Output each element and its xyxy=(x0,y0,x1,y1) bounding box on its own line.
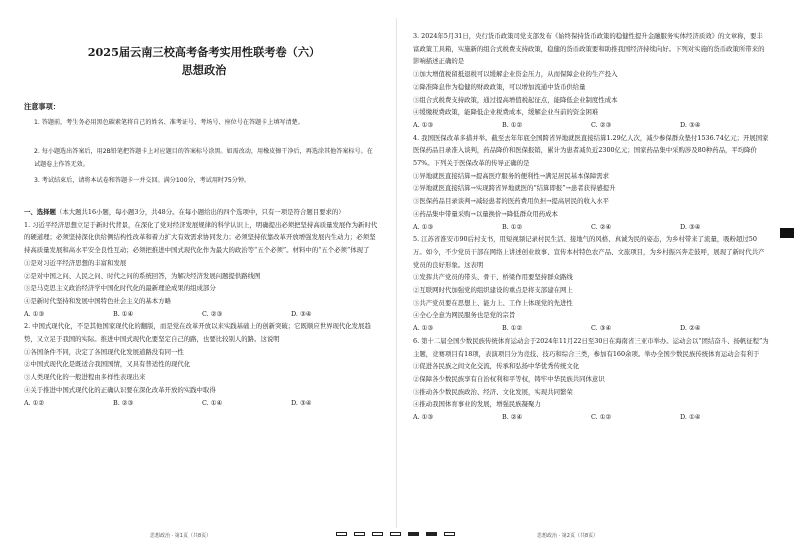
question-item: ③是马克思主义政治经济学中国化时代化的最新理论成果的组成部分 xyxy=(24,284,216,293)
question-2: 2. 中国式现代化，不是其他国家现代化的翻版，而是党在改革开放以来实践基础上的创新突破；它既顺应世界现代化发展趋势，又立足于我国的实际。推进中国式现代化要坚定自己的路，也要比较别人的路。这说明 ①各国条件不同，决定了各国现代化发展道路没有同一性 ②中国式现代化是既适合我国国情，又具有普适性的现代化 ③人类现代化的一般进程由多样性表现出来 ④关于推进中国式现代化的正确认识要在深化改革开放的实践中取得 A. ①② B. ②③ C. ①④ D. ③④ xyxy=(24,320,380,409)
option-b: B. ①② xyxy=(502,120,523,129)
right-page xyxy=(397,0,794,546)
option-c: C. ②③ xyxy=(591,120,612,129)
edge-registration-mark xyxy=(780,228,794,238)
answer-options xyxy=(413,411,769,424)
question-3: 3. 2024年5月31日，央行货币政策司党支部发布《始终保持货币政策的稳健性提升金融服务实体经济质效》的文章称，要丰富政策工具箱，实施新的组合式税费支持政策，稳健的货币政策要和助推我国经济持续向好。下列对实施的货币政策所带来的影响描述正确的是 ①加大增值税留抵退税可以缓解企业资金压力，从而保障企业的生产投入 ②降准降息作为稳健的财政政策，可以增加流通中货币供给量 ③组合式税费支持政策，通过提高增值税起征点，能降低企业制度性成本 ④缓缴税费政策，能降低企业税费成本，缓解企业当前的资金困难 A. ①③ B. ①② C. ②③ D. ③④ xyxy=(413,30,769,132)
answer-options xyxy=(413,119,769,132)
question-item: ④是新时代坚持和发展中国特色社会主义的基本方略 xyxy=(24,296,171,305)
section-heading: 一、选择题（本大题共16小题，每小题3分，共48分。在每小题给出的四个选项中，只有一项是符合题目要求的） xyxy=(24,208,345,216)
marker-bar xyxy=(354,532,365,536)
left-column xyxy=(24,206,380,409)
question-item: ④缓缴税费政策，能降低企业税费成本，缓解企业当前的资金困难 xyxy=(413,108,599,117)
option-a: A. ①③ xyxy=(413,413,434,422)
marker-bar xyxy=(426,532,437,536)
answer-options xyxy=(413,322,769,335)
option-a: A. ①③ xyxy=(413,324,434,333)
answer-options xyxy=(24,397,380,410)
notice-heading: 注意事项： xyxy=(24,102,60,111)
question-item: ④药品集中带量采购→以量换价→降低群众用药成本 xyxy=(413,209,558,218)
option-d: D. ③④ xyxy=(680,120,701,129)
question-item: ①加大增值税留抵退税可以缓解企业资金压力，从而保障企业的生产投入 xyxy=(413,70,618,79)
option-b: B. ②③ xyxy=(113,398,134,407)
option-d: D. ②④ xyxy=(680,324,701,333)
footer-page-left: 思想政治 · 第1页（共8页） xyxy=(150,533,212,539)
right-column xyxy=(413,30,769,424)
option-c: C. ②④ xyxy=(591,222,612,231)
marker-bar xyxy=(408,532,419,536)
option-b: B. ①② xyxy=(502,324,523,333)
question-item: ③人类现代化的一般进程由多样性表现出来 xyxy=(24,373,146,382)
option-a: A. ①③ xyxy=(413,120,434,129)
option-d: D. ③④ xyxy=(291,398,312,407)
footer-page-right: 思想政治 · 第2页（共8页） xyxy=(537,533,599,539)
page-marker-bars xyxy=(336,532,455,536)
option-d: D. ③④ xyxy=(291,309,312,318)
answer-options xyxy=(413,221,769,234)
question-item: ①发挥共产党员的带头、骨干、桥梁作用要坚持群众路线 xyxy=(413,273,573,282)
option-b: B. ①② xyxy=(502,222,523,231)
option-c: C. ①④ xyxy=(202,398,223,407)
option-b: B. ①④ xyxy=(113,309,134,318)
question-item: ②保障各少数民族享有自治权利和平等权，铸牢中华民族共同体意识 xyxy=(413,374,605,383)
option-c: C. ③④ xyxy=(591,324,612,333)
option-d: D. ③④ xyxy=(680,222,701,231)
marker-bar xyxy=(444,532,455,536)
question-item: ①促进各民族之间文化交流，传承和弘扬中华优秀传统文化 xyxy=(413,362,580,371)
question-5: 5. 江苏省淮安市90后村支书，用短视频记录村民生活、接地气的风格、真诚为民的姿态，为乡村带来了流量，吸粉超过50万。如今，不少党员干部在网络上讲述创业故事、宣传本村特色农产品、文旅项目，为乡村振兴奔走鼓呼，展现了新时代共产党员的良好形象。这表明 ①发挥共产党员的带头、骨干、桥梁作用要坚持群众路线 ②互联网时代加强党的组织建设的重点是将支部建在网上 ③共产党员要在思想上、能力上、工作上体现党的先进性 ④全心全意为网民服务也是党的宗旨 A. ①③ B. ①② C. ③④ D. ②④ xyxy=(413,233,769,335)
question-item: ②中国式现代化是既适合我国国情，又具有普适性的现代化 xyxy=(24,360,191,369)
question-item: ③组合式税费支持政策，通过提高增值税起征点，能降低企业制度性成本 xyxy=(413,95,618,104)
notice-item-1: 1. 答题前，考生务必用黑色碳素笔将自己的姓名、准考证号、考场号、座位号在答题卡上填写清楚。 xyxy=(34,119,304,126)
question-item: ③推动各少数民族政治、经济、文化发展，实现共同繁荣 xyxy=(413,387,573,396)
option-c: C. ①② xyxy=(591,413,612,422)
question-item: ①是对习近平经济思想的丰富和发展 xyxy=(24,258,127,267)
question-item: ①各国条件不同，决定了各国现代化发展道路没有同一性 xyxy=(24,347,184,356)
option-a: A. ①② xyxy=(24,398,45,407)
question-item: ③共产党员要在思想上、能力上、工作上体现党的先进性 xyxy=(413,298,573,307)
question-item: ②降准降息作为稳健的财政政策，可以增加流通中货币供给量 xyxy=(413,82,586,91)
option-a: A. ①③ xyxy=(24,309,45,318)
notice-item-2: 2. 每小题选出答案后，用2B铅笔把答题卡上对应题目的答案标号涂黑。如需改动，用橡皮擦干净后，再选涂其他答案标号。在试题卷上作答无效。 xyxy=(34,148,373,168)
option-b: B. ②④ xyxy=(502,413,523,422)
question-item: ②异地就医直接结算→实现跨省异地就医的“结算即报”→患者获得感提升 xyxy=(413,184,616,193)
marker-bar xyxy=(372,532,383,536)
answer-options xyxy=(24,308,380,321)
question-item: ①异地就医直接结算→提高医疗服务的便利性→满足居民基本保障需求 xyxy=(413,171,610,180)
marker-bar xyxy=(336,532,347,536)
question-item: ③医保药品目录谈判→减轻患者的医药费用负担→提高居民的收入水平 xyxy=(413,197,610,206)
notice-item-3: 3. 考试结束后，请将本试卷和答题卡一并交回。满分100分，考试用时75分钟。 xyxy=(34,177,251,184)
question-6: 6. 第十二届全国少数民族传统体育运动会于2024年11月22日至30日在海南省三亚市举办。运动会以“团结奋斗、扬帆征程”为主题，竞赛项目有18项，表演项目分为竞技、技巧和综合三类，参加有160余项。举办全国少数民族传统体育运动会有利于 ①促进各民族之间文化交流，传承和弘扬中华优秀传统文化 ②保障各少数民族享有自治权利和平等权，铸牢中华民族共同体意识 ③推动各少数民族政治、经济、文化发展，实现共同繁荣 ④推动我国体育事业的发展，增强民族凝聚力 A. ①③ B. ②④ C. ①② D. ①④ xyxy=(413,335,769,424)
marker-bar xyxy=(390,532,401,536)
option-c: C. ②③ xyxy=(202,309,223,318)
question-item: ④全心全意为网民服务也是党的宗旨 xyxy=(413,311,516,320)
question-item: ②互联网时代加强党的组织建设的重点是将支部建在网上 xyxy=(413,286,573,295)
option-d: D. ①④ xyxy=(680,413,701,422)
question-1: 1. 习近平经济思想立足于新时代背景，在深化了党对经济发展规律的科学认识上，明确提出必须把坚持高质量发展作为新时代的硬道理；必须坚持深化供给侧结构性改革和着力扩大有效需求协同发力；必须坚持依靠改革开放增强发展内生动力；必须坚持高质量发展和高水平安全良性互动；必须把推进中国式现代化作为最大的政治等“五个必须”。材料中的“五个必须”体现了 ①是对习近平经济思想的丰富和发展 ②是对中国之问、人民之问、时代之问的系统回答，为解决经济发展问题提供路线图 ③是马克思主义政治经济学中国化时代化的最新理论成果的组成部分 ④是新时代坚持和发展中国特色社会主义的基本方略 A. ①③ B. ①④ C. ②③ D. ③④ xyxy=(24,219,380,321)
question-item: ④关于推进中国式现代化的正确认识要在深化改革开放的实践中取得 xyxy=(24,385,216,394)
question-item: ④推动我国体育事业的发展，增强民族凝聚力 xyxy=(413,400,541,409)
option-a: A. ①③ xyxy=(413,222,434,231)
question-item: ②是对中国之问、人民之问、时代之问的系统回答，为解决经济发展问题提供路线图 xyxy=(24,271,261,280)
subject-title: 思想政治 xyxy=(181,63,227,77)
exam-title: 2025届云南三校高考备考实用性联考卷（六） xyxy=(87,45,321,59)
question-4: 4. 我国医保改革多措并举。截至去年年底全国跨省异地就医直接结算1.29亿人次，减少参保群众垫付1536.74亿元；开展国家医保药品目录准入谈判，药品降价和医保报销，累计为患者减负近2300亿元；国家药品集中采购涉及80种药品，平均降价57%。下列关于医保改革的传导正确的是 ①异地就医直接结算→提高医疗服务的便利性→满足居民基本保障需求 ②异地就医直接结算→实现跨省异地就医的“结算即报”→患者获得感提升 ③医保药品目录谈判→减轻患者的医药费用负担→提高居民的收入水平 ④药品集中带量采购→以量换价→降低群众用药成本 A. ①③ B. ①② C. ②④ D. ③④ xyxy=(413,132,769,234)
